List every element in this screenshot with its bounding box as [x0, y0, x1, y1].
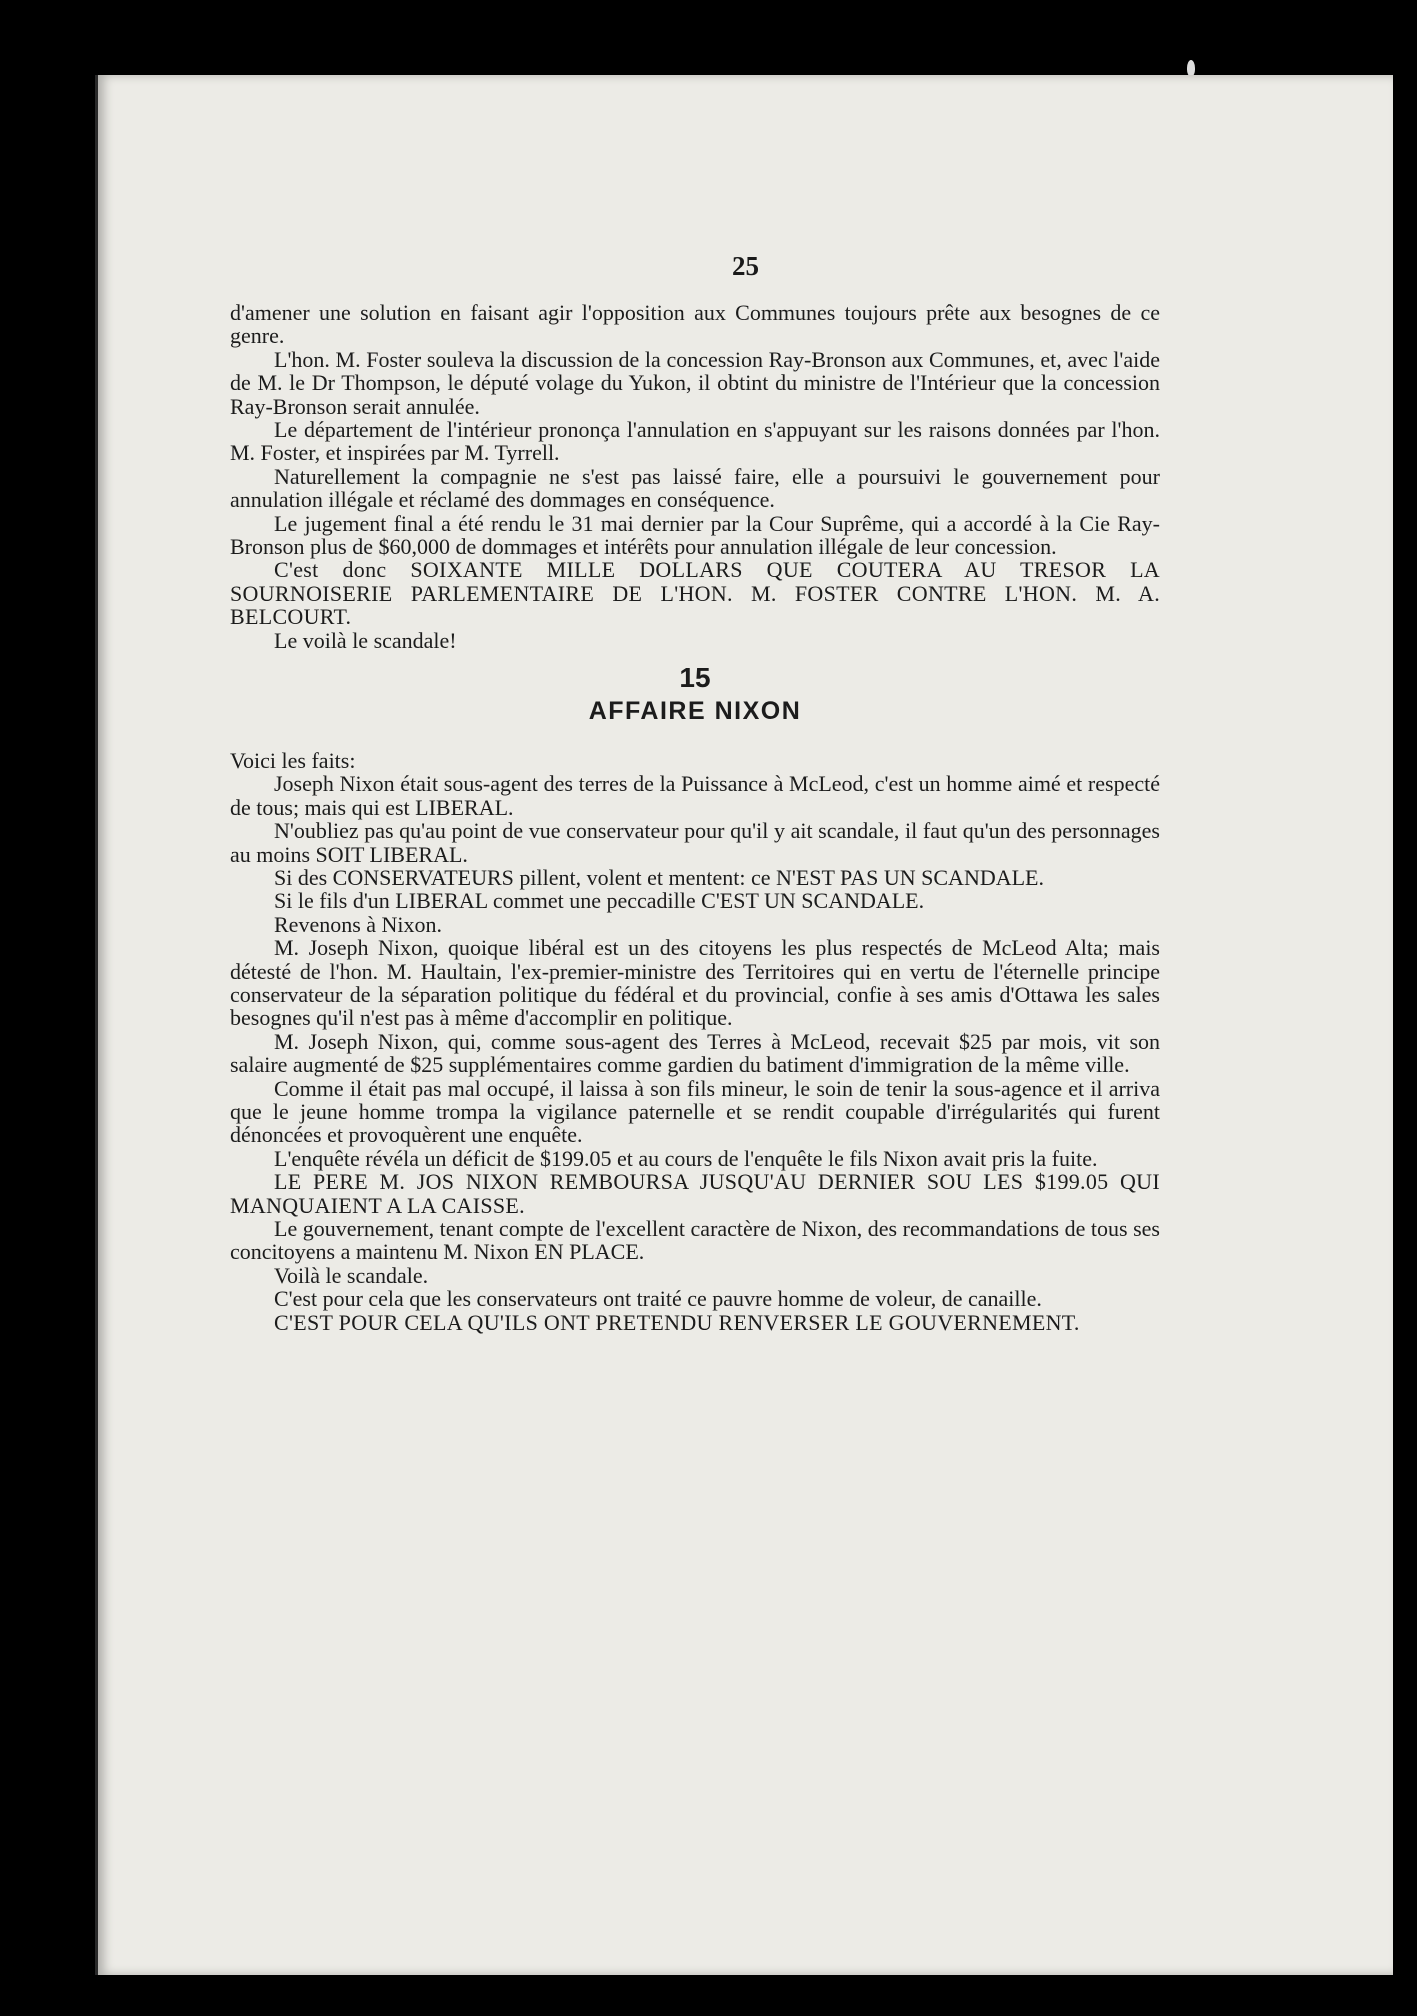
paragraph: L'hon. M. Foster souleva la discussion de la concession Ray-Bronson aux Communes, et, avec l'aide de M. le Dr Thompson, le député volage du Yukon, il obtint du ministre de l'Intérieur que la concession Ray-Bronson serait annulée. — [230, 346, 1160, 419]
paragraph: Si le fils d'un LIBERAL commet une peccadille C'EST UN SCANDALE. — [274, 888, 925, 914]
paragraph: Voici les faits: — [230, 747, 356, 773]
paragraph: Si des CONSERVATEURS pillent, volent et mentent: ce N'EST PAS UN SCANDALE. — [274, 864, 1044, 890]
page-body — [230, 301, 1160, 1334]
paragraph: LE PERE M. JOS NIXON REMBOURSA JUSQU'AU DERNIER SOU LES $199.05 QUI MANQUAIENT A LA CAISSE. — [230, 1169, 1160, 1218]
paragraph: Le département de l'intérieur prononça l'annulation en s'appuyant sur les raisons données par l'hon. M. Foster, et inspirées par M. Tyrrell. — [230, 417, 1160, 466]
scan-speck — [1187, 60, 1195, 76]
document-page — [95, 75, 1393, 1975]
page-number: 25 — [732, 251, 759, 281]
section-number: 15 — [679, 662, 711, 694]
paragraph: Le voilà le scandale! — [274, 627, 457, 653]
paragraph: Comme il était pas mal occupé, il laissa à son fils mineur, le soin de tenir la sous-agence et il arriva que le jeune homme trompa la vigilance paternelle et se rendit coupable d'irrégularités qui furent dénoncées et provoquèrent une enquête. — [230, 1075, 1160, 1148]
paragraph: Voilà le scandale. — [274, 1262, 429, 1288]
paragraph: C'EST POUR CELA QU'ILS ONT PRETENDU RENVERSER LE GOUVERNEMENT. — [274, 1309, 1080, 1335]
paragraph: Joseph Nixon était sous-agent des terres de la Puissance à McLeod, c'est un homme aimé et respecté de tous; mais qui est LIBERAL. — [230, 771, 1160, 820]
paragraph: Naturellement la compagnie ne s'est pas laissé faire, elle a poursuivi le gouvernement pour annulation illégale et réclamé des dommages en conséquence. — [230, 463, 1160, 513]
paragraph: d'amener une solution en faisant agir l'opposition aux Communes toujours prête aux besognes de ce genre. — [230, 300, 1160, 349]
paragraph: L'enquête révéla un déficit de $199.05 et au cours de l'enquête le fils Nixon avait pris la fuite. — [274, 1145, 1098, 1171]
paragraph: Le jugement final a été rendu le 31 mai dernier par la Cour Suprême, qui a accordé à la Cie Ray-Bronson plus de $60,000 de dommages et intérêts pour annulation illégale de leur concession. — [230, 510, 1160, 560]
paragraph: Revenons à Nixon. — [274, 911, 443, 937]
paragraph: C'est donc SOIXANTE MILLE DOLLARS QUE COUTERA AU TRESOR LA SOURNOISERIE PARLEMENTAIRE DE L'HON. M. FOSTER CONTRE L'HON. M. A. BELCOURT. — [230, 557, 1160, 630]
section-title: AFFAIRE NIXON — [588, 696, 802, 725]
paragraph: Le gouvernement, tenant compte de l'excellent caractère de Nixon, des recommandations de tous ses concitoyens a maintenu M. Nixon EN PLACE. — [230, 1216, 1160, 1265]
paragraph: M. Joseph Nixon, quoique libéral est un des citoyens les plus respectés de McLeod Alta; mais détesté de l'hon. M. Haultain, l'ex-premier-ministre des Territoires qui en vertu de l'éternelle principe conservateur de la séparation politique du fédéral et du provincial, confie à ses amis d'Ottawa les sales besognes qu'il n'est pas à même d'accomplir en politique. — [230, 935, 1160, 1031]
paragraph: N'oubliez pas qu'au point de vue conservateur pour qu'il y ait scandale, il faut qu'un des personnages au moins SOIT LIBERAL. — [230, 818, 1160, 867]
paragraph: M. Joseph Nixon, qui, comme sous-agent des Terres à McLeod, recevait $25 par mois, vit son salaire augmenté de $25 supplémentaires comme gardien du batiment d'immigration de la même ville. — [230, 1028, 1160, 1078]
page-edge-shadow — [0, 75, 95, 1975]
paragraph: C'est pour cela que les conservateurs ont traité ce pauvre homme de voleur, de canaille. — [274, 1286, 1042, 1312]
